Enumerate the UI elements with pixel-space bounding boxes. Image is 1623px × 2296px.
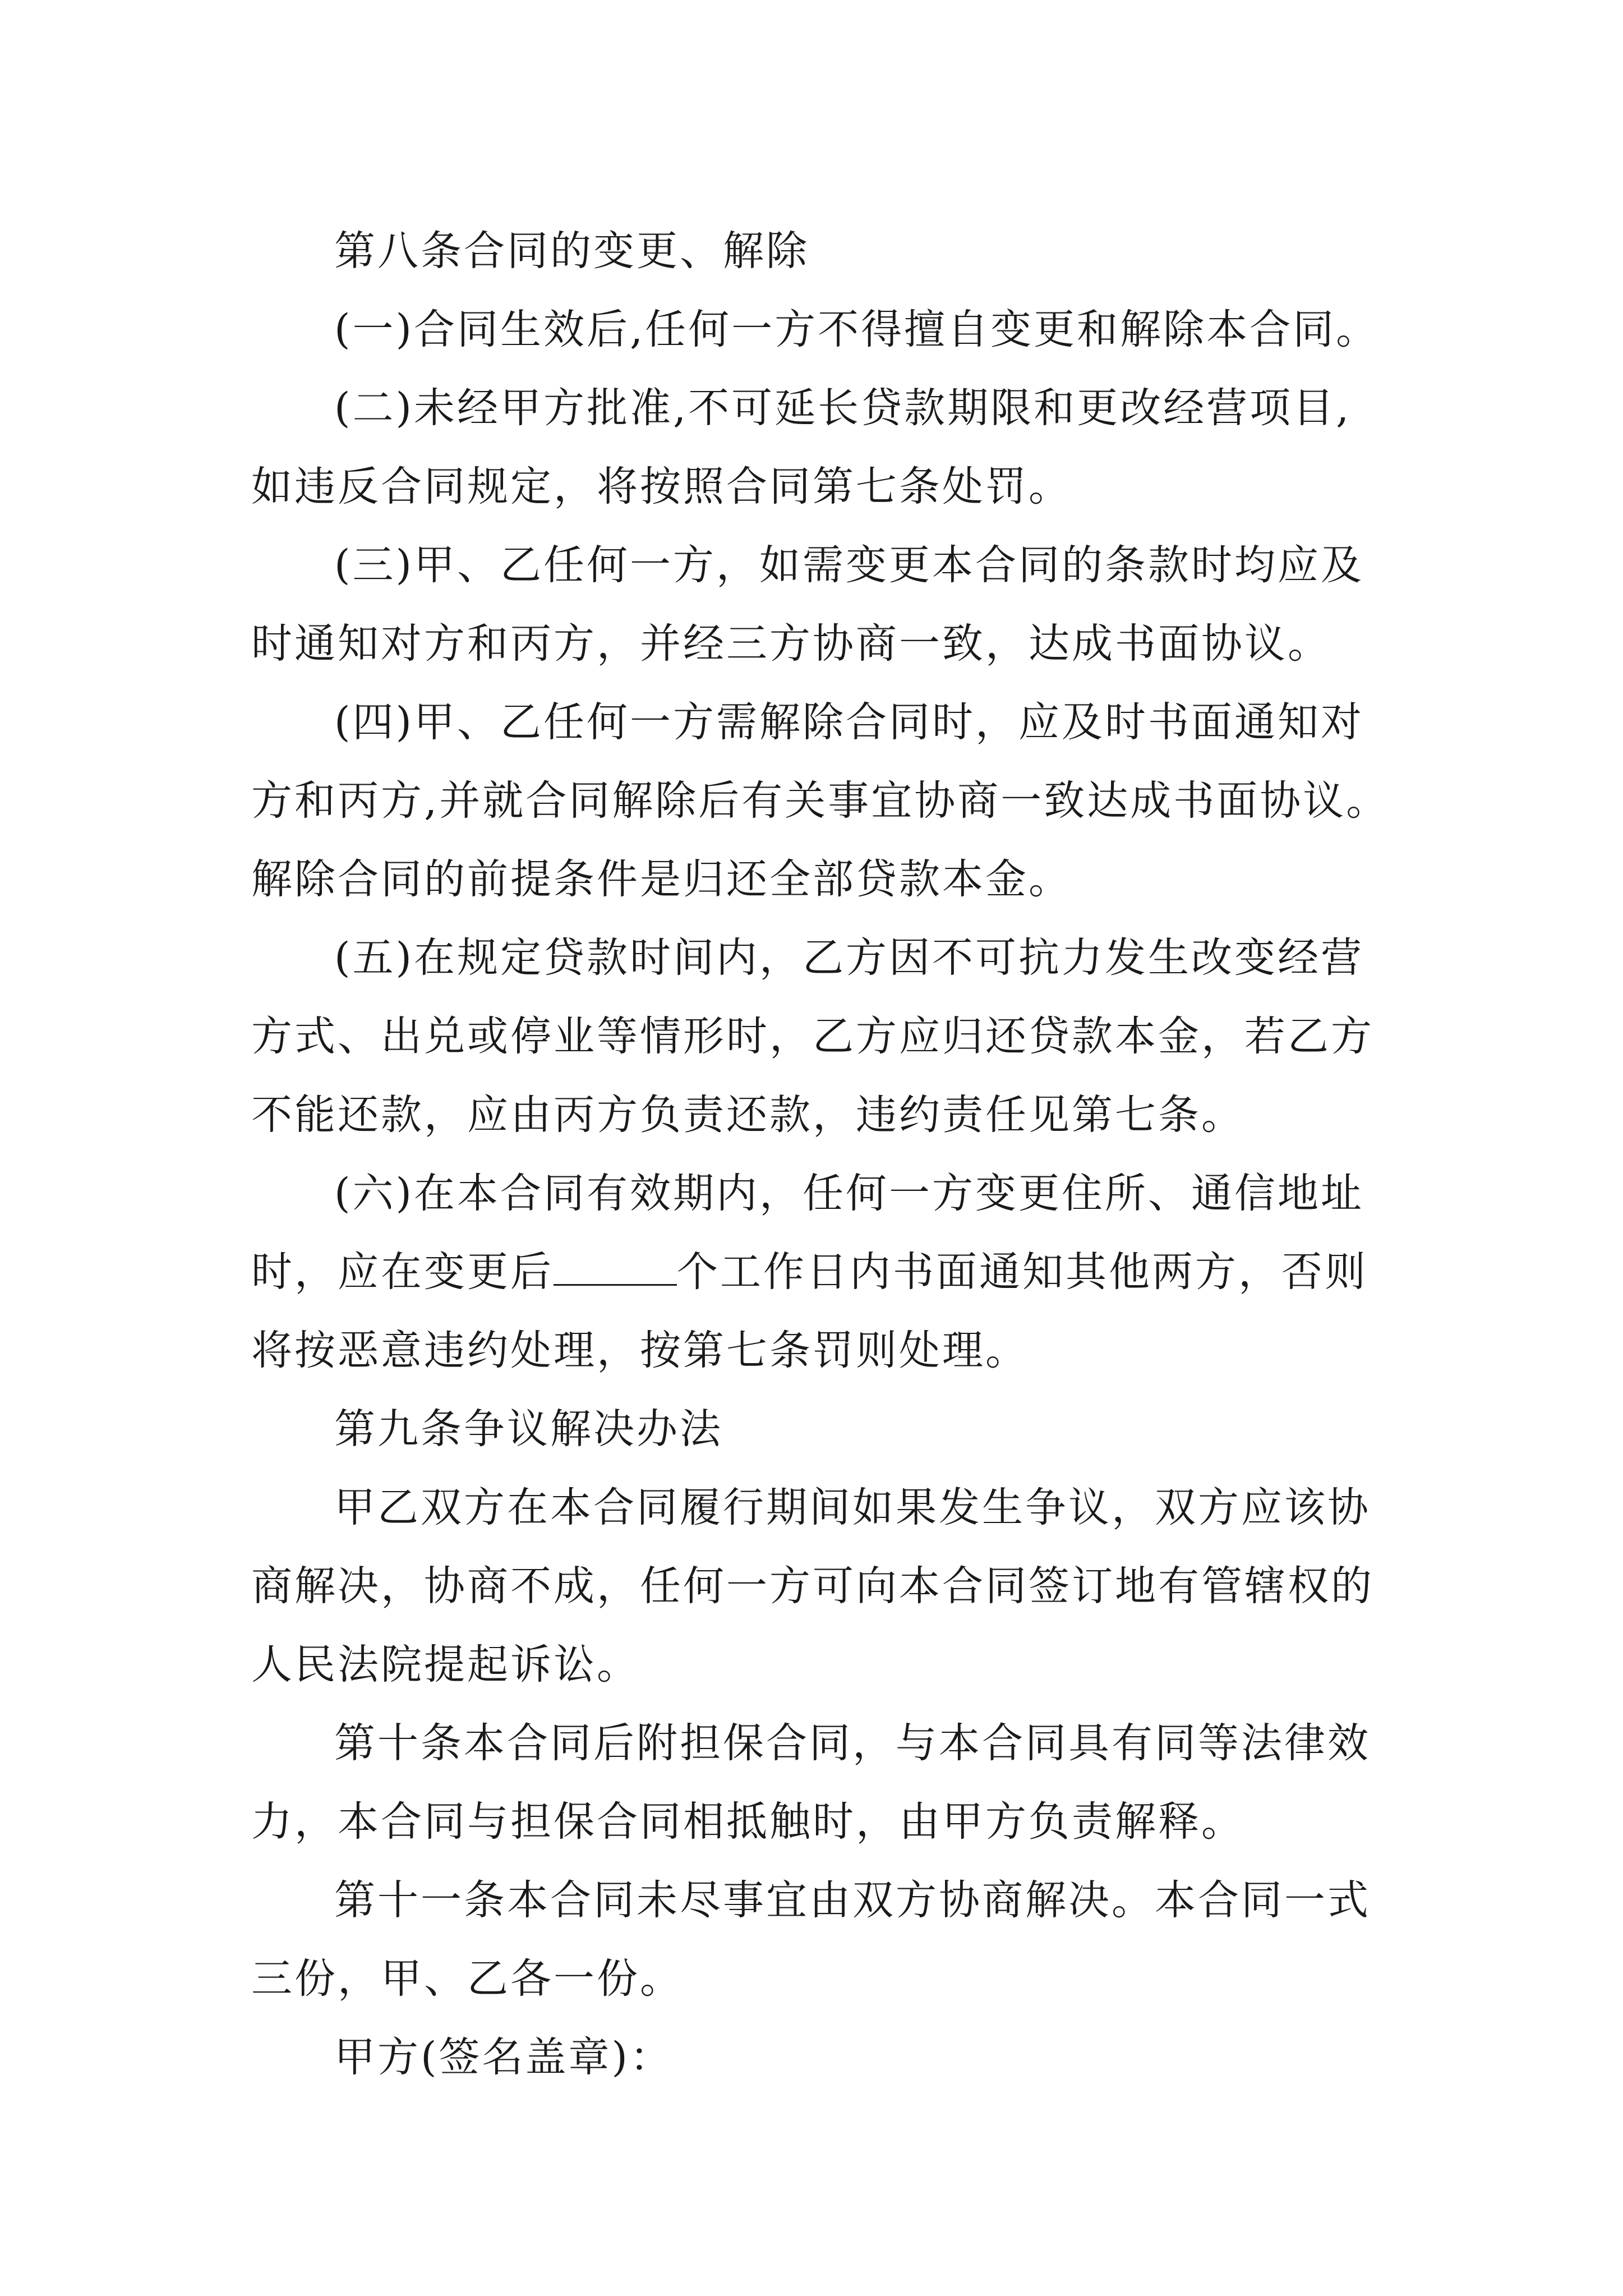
- article-9-body-line-2: 商解决，协商不成，任何一方可向本合同签订地有管辖权的: [251, 1562, 1374, 1610]
- article-8-clause-3-line-2: 时通知对方和丙方，并经三方协商一致，达成书面协议。: [251, 620, 1331, 668]
- article-11-line-2: 三份，甲、乙各一份。: [251, 1955, 683, 2003]
- article-8-clause-6-line-1: (六)在本合同有效期内，任何一方变更住所、通信地址: [334, 1170, 1364, 1217]
- article-9-heading: 第九条争议解决办法: [334, 1405, 723, 1453]
- article-8-clause-4-line-2: 方和丙方,并就合同解除后有关事宜协商一致达成书面协议。: [251, 777, 1390, 825]
- article-11-line-1: 第十一条本合同未尽事宜由双方协商解决。本合同一式: [334, 1876, 1371, 1924]
- article-8-heading: 第八条合同的变更、解除: [334, 227, 809, 275]
- article-8-clause-2-line-2: 如违反合同规定，将按照合同第七条处罚。: [251, 463, 1072, 510]
- article-8-clause-4-line-1: (四)甲、乙任何一方需解除合同时，应及时书面通知对: [334, 698, 1364, 746]
- article-10-line-2: 力，本合同与担保合同相抵触时，由甲方负责解释。: [251, 1798, 1244, 1846]
- party-a-signature-label: 甲方(签名盖章)：: [334, 2033, 673, 2081]
- article-10-line-1: 第十条本合同后附担保合同，与本合同具有同等法律效: [334, 1719, 1371, 1767]
- article-9-body-line-3: 人民法院提起诉讼。: [251, 1641, 640, 1688]
- document-body: [251, 212, 1391, 2097]
- article-9-body-line-1: 甲乙双方在本合同履行期间如果发生争议，双方应该协: [334, 1484, 1371, 1531]
- article-8-clause-4-line-3: 解除合同的前提条件是归还全部贷款本金。: [251, 855, 1072, 903]
- article-8-clause-1: (一)合同生效后,任何一方不得擅自变更和解除本合同。: [334, 306, 1380, 353]
- article-8-clause-5-line-3: 不能还款，应由丙方负责还款，违约责任见第七条。: [251, 1091, 1244, 1139]
- days-blank-field: [554, 1250, 677, 1286]
- article-8-clause-5-line-2: 方式、出兑或停业等情形时，乙方应归还贷款本金，若乙方: [251, 1013, 1374, 1060]
- article-8-clause-3-line-1: (三)甲、乙任何一方，如需变更本合同的条款时均应及: [334, 541, 1364, 589]
- clause-6-text-after-blank: 个工作日内书面通知其他两方，否则: [677, 1248, 1368, 1296]
- article-8-clause-5-line-1: (五)在规定贷款时间内，乙方因不可抗力发生改变经营: [334, 934, 1364, 982]
- article-8-clause-6-line-2: [251, 1233, 1391, 1312]
- article-8-clause-6-line-3: 将按恶意违约处理，按第七条罚则处理。: [251, 1327, 1029, 1374]
- article-8-clause-2-line-1: (二)未经甲方批准,不可延长贷款期限和更改经营项目,: [334, 384, 1352, 432]
- clause-6-text-before-blank: 时，应在变更后: [251, 1248, 554, 1296]
